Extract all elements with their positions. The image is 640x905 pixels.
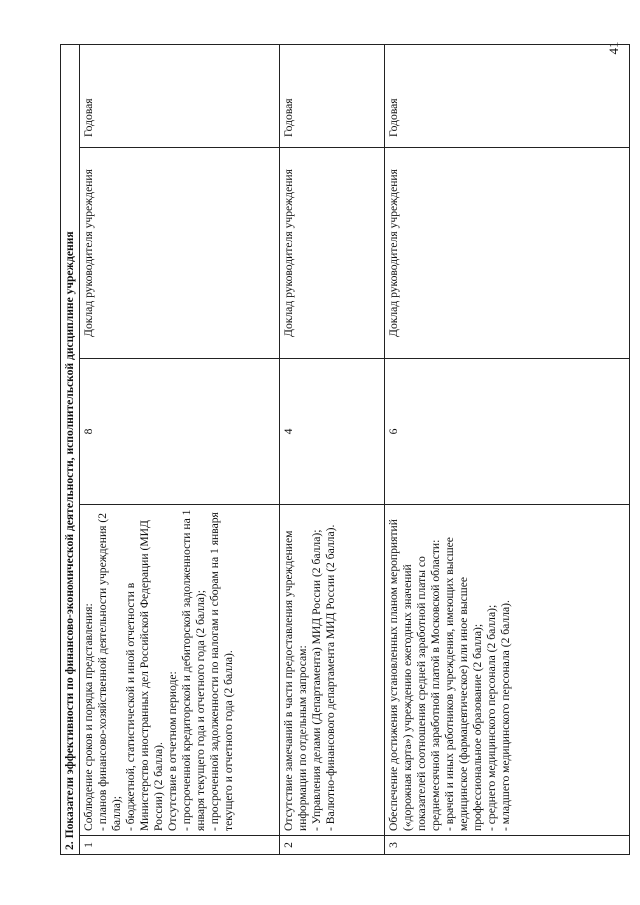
period-cell: Годовая bbox=[280, 44, 385, 147]
criteria-item: - Валютно-финансового департамента МИД России (2 балла). bbox=[324, 524, 337, 831]
table-row bbox=[385, 44, 630, 854]
score-cell: 8 bbox=[80, 359, 280, 505]
row-number: 2 bbox=[280, 836, 385, 855]
rotated-table-container bbox=[60, 45, 630, 855]
criteria-cell bbox=[80, 505, 280, 836]
document-cell: Доклад руководителя учреждения bbox=[385, 148, 630, 359]
row-number: 3 bbox=[385, 836, 630, 855]
section-heading-row bbox=[61, 44, 80, 854]
score-cell: 4 bbox=[280, 359, 385, 505]
criteria-cell bbox=[280, 505, 385, 836]
score-cell: 6 bbox=[385, 359, 630, 505]
criteria-item: - среднего медицинского персонала (2 балла); bbox=[485, 604, 498, 831]
criteria-cell bbox=[385, 505, 630, 836]
page-number: 41 bbox=[606, 41, 621, 55]
criteria-item: Отсутствие в отчетном периоде: bbox=[166, 671, 179, 831]
document-sheet bbox=[60, 45, 630, 855]
criteria-item: - младшего медицинского персонала (2 балла). bbox=[499, 600, 512, 831]
document-cell: Доклад руководителя учреждения bbox=[80, 148, 280, 359]
criteria-item: - планов финансово-хозяйственной деятельности учреждения (2 балла); bbox=[96, 512, 123, 831]
criteria-item: - Управления делами (Департамента) МИД России (2 балла); bbox=[310, 529, 323, 831]
row-number: 1 bbox=[80, 836, 280, 855]
document-cell: Доклад руководителя учреждения bbox=[280, 148, 385, 359]
criteria-item: - врачей и иных работников учреждения, имеющих высшее медицинское (фармацевтическое) или иное высшее профессиональное образование (2 балла); bbox=[443, 537, 484, 831]
criteria-item: - просроченной задолженности по налогам и сборам на 1 января текущего и отчетного года (2 балла). bbox=[208, 512, 235, 831]
criteria-item: - просроченной кредиторской и дебиторской задолженности на 1 января текущего года и отчетного года (2 балла); bbox=[180, 509, 207, 831]
section-title: 2. Показатели эффективности по финансово-экономической деятельности, исполнительской дисциплине учреждения bbox=[61, 44, 80, 854]
period-cell: Годовая bbox=[385, 44, 630, 147]
criteria-title: Соблюдение сроков и порядка представления: bbox=[82, 603, 95, 831]
criteria-title: Отсутствие замечаний в части предоставления учреждением информации по отдельным запросам: bbox=[282, 530, 309, 831]
table-row bbox=[280, 44, 385, 854]
table-row bbox=[80, 44, 280, 854]
period-cell: Годовая bbox=[80, 44, 280, 147]
criteria-title: Обеспечение достижения установленных планом мероприятий («дорожная карта») учреждению ежегодных значений показателей соотношения средней заработной платы со среднемесячной заработной платой в Московской области: bbox=[387, 519, 442, 831]
indicators-table bbox=[60, 44, 630, 855]
criteria-item: - бюджетной, статистической и иной отчетности в Министерство иностранных дел Российской Федерации (МИД России) (2 балла). bbox=[124, 520, 165, 831]
